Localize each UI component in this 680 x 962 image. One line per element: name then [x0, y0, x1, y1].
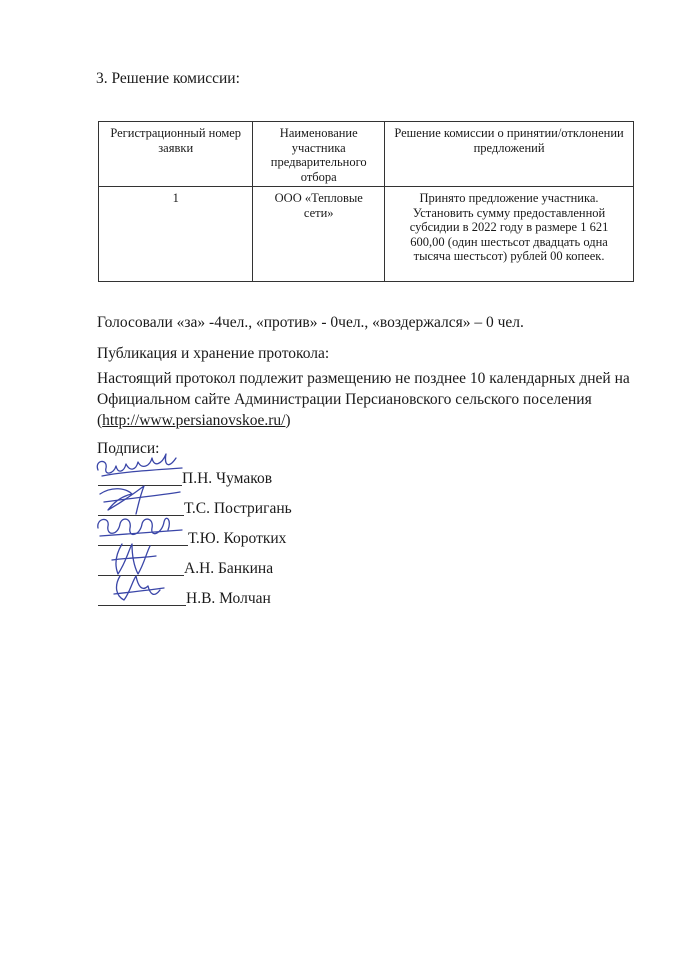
handwritten-signature-icon — [92, 570, 188, 608]
vote-result: Голосовали «за» -4чел., «против» - 0чел., «воздержался» – 0 чел. — [97, 314, 524, 331]
website-link[interactable]: http://www.persianovskoe.ru/ — [102, 412, 286, 429]
signatory-name: А.Н. Банкина — [184, 560, 274, 577]
header-participant-name: Наименование участника предварительного отбора — [253, 122, 385, 187]
publication-paragraph — [97, 368, 647, 431]
signatory-name: Н.В. Молчан — [186, 590, 271, 607]
signatory-name: П.Н. Чумаков — [182, 470, 273, 487]
signatures-heading: Подписи: — [97, 440, 160, 457]
publication-heading: Публикация и хранение протокола: — [97, 345, 330, 362]
cell-registration-number: 1 — [99, 187, 253, 282]
signature-line — [98, 605, 186, 606]
header-registration-number: Регистрационный номер заявки — [99, 122, 253, 187]
section-title: 3. Решение комиссии: — [96, 70, 240, 87]
signatory-name: Т.Ю. Коротких — [188, 530, 287, 547]
cell-decision: Принято предложение участника. Установить сумму предоставленной субсидии в 2022 году в размере 1 621 600,00 (один шестьсот двадцать одна тысяча шестьсот) рублей 00 копеек. — [385, 187, 634, 282]
table-row — [99, 187, 634, 282]
link-open-paren: ( — [97, 412, 103, 429]
signature-row — [98, 586, 398, 610]
cell-participant-name: ООО «Тепловые сети» — [253, 187, 385, 282]
publication-text: Настоящий протокол подлежит размещению не позднее 10 календарных дней на Официальном сайте Администрации Персиановского сельского поселения — [97, 370, 630, 408]
signatory-name: Т.С. Постригань — [184, 500, 292, 517]
link-close-paren: ) — [285, 412, 291, 429]
table-header-row — [99, 122, 634, 187]
commission-decision-table — [98, 121, 634, 282]
header-commission-decision: Решение комиссии о принятии/отклонении предложений — [385, 122, 634, 187]
